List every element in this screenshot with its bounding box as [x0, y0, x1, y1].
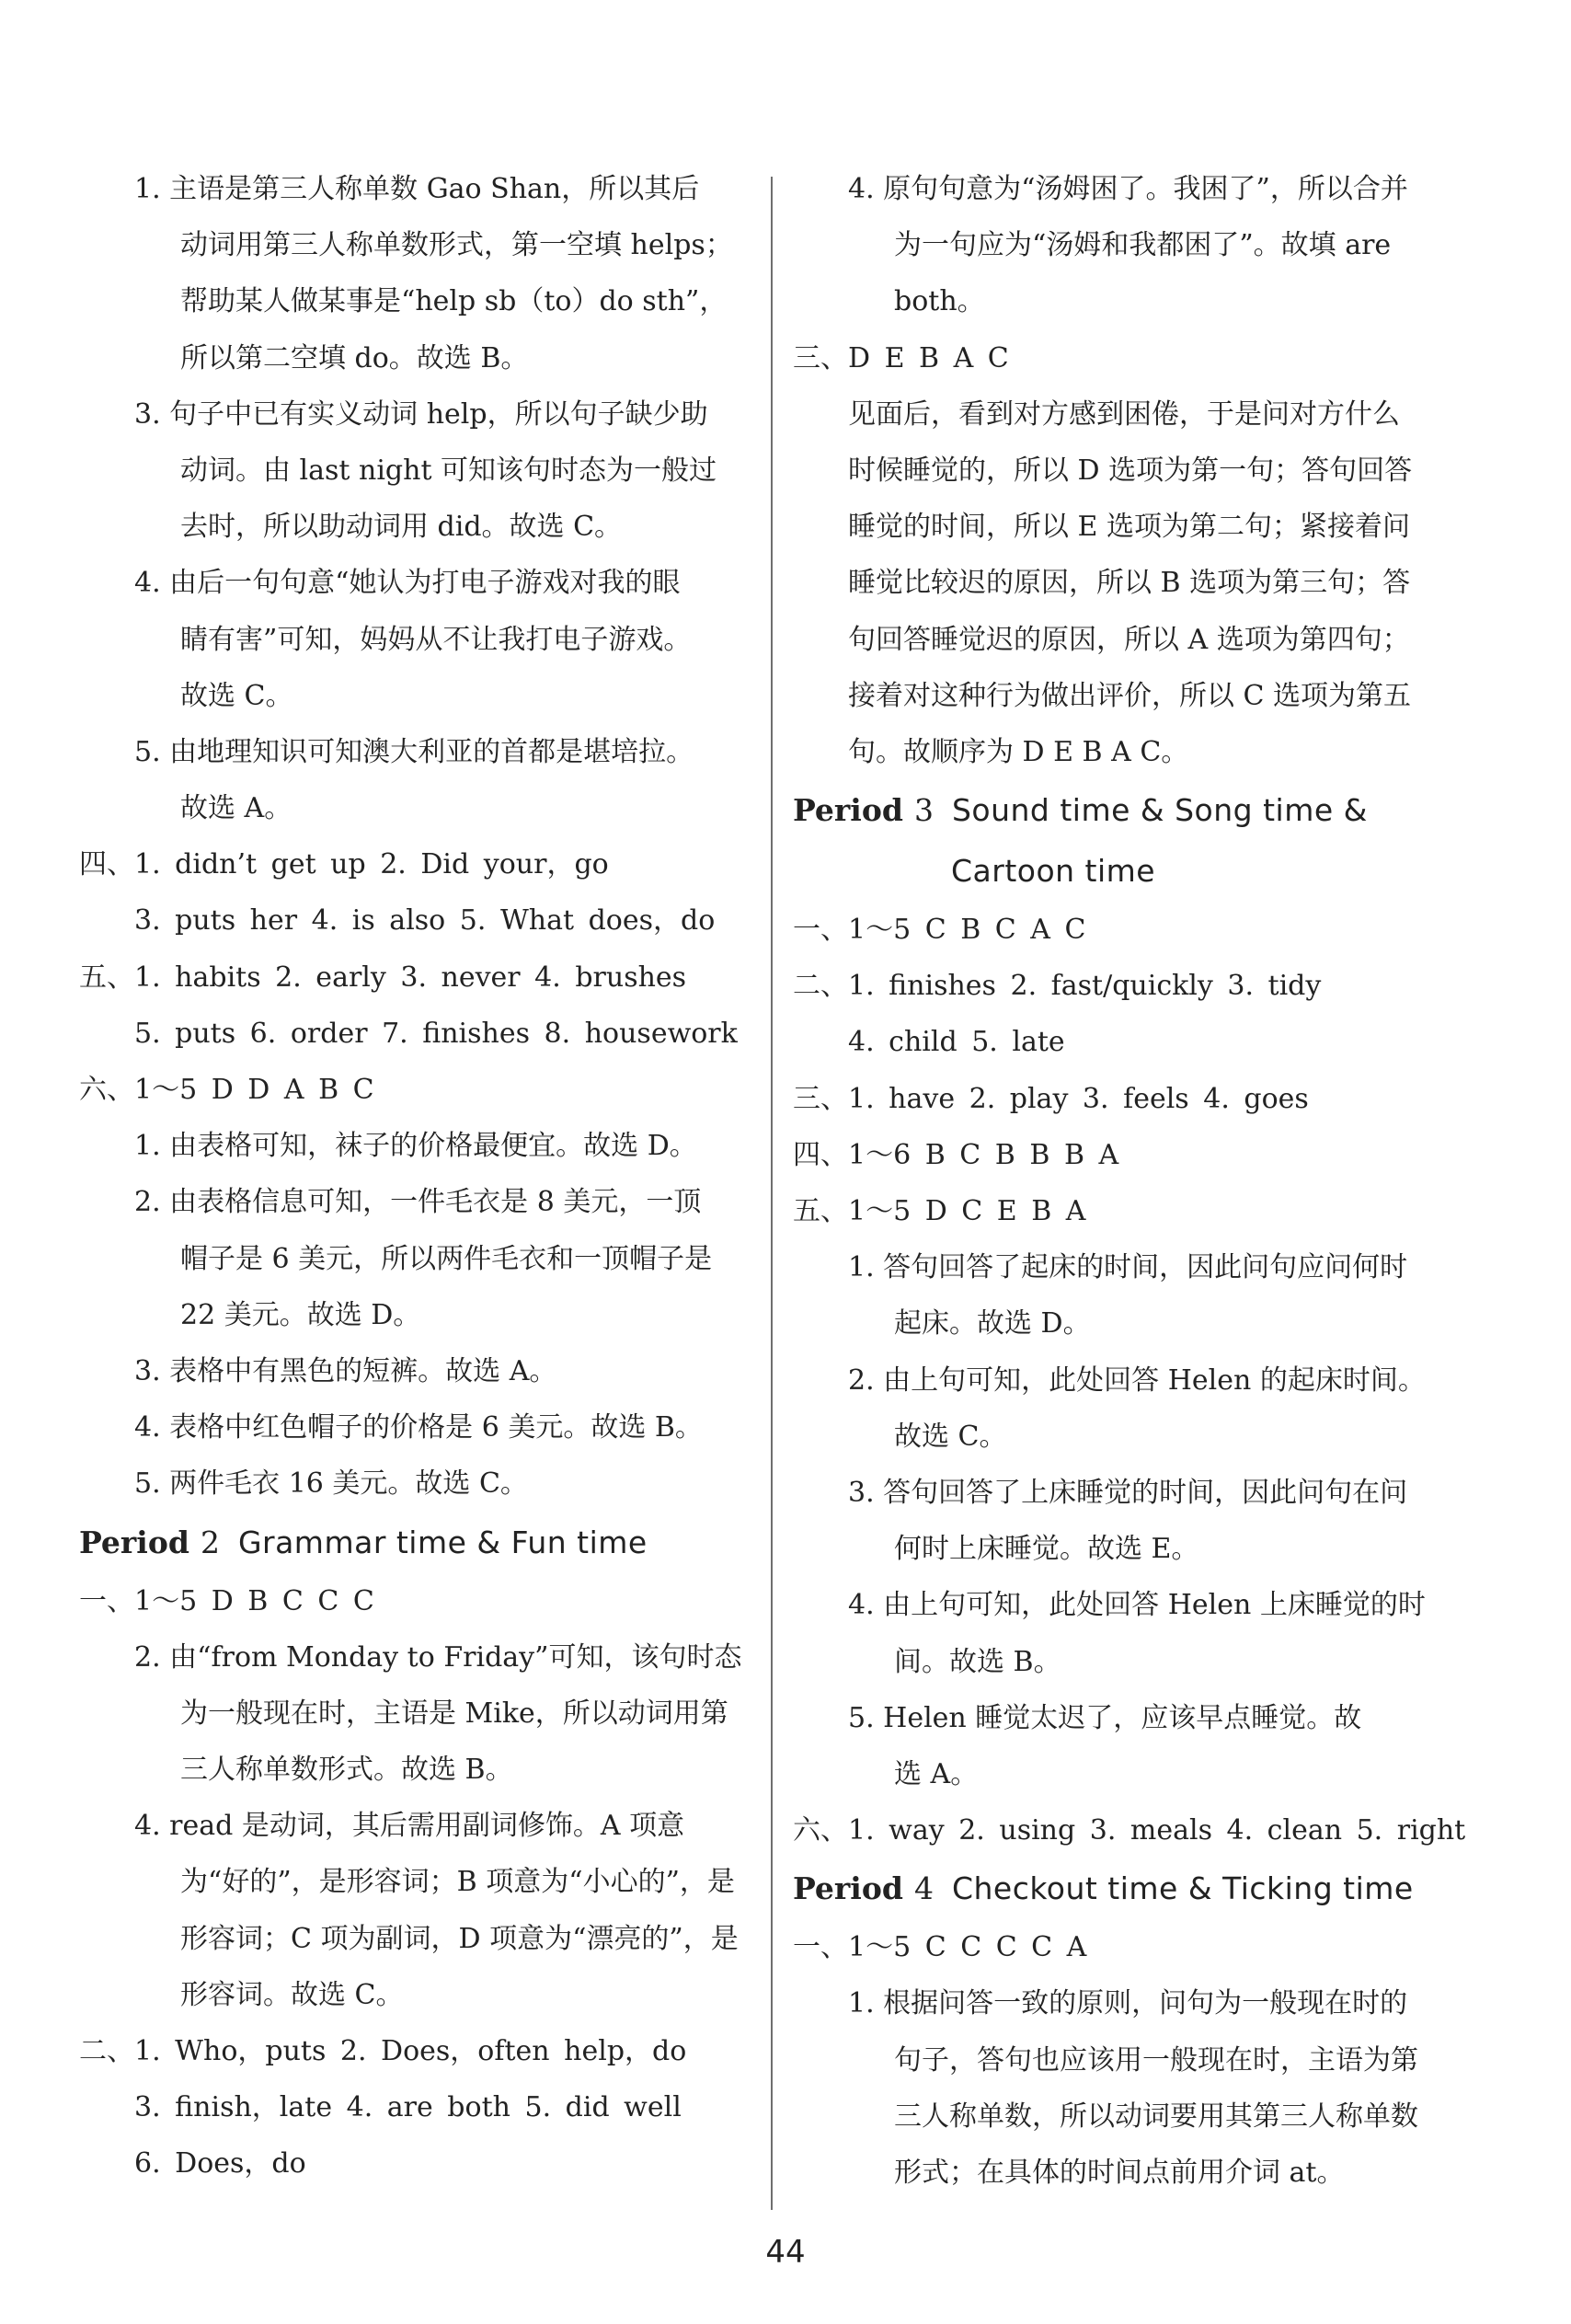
explanation-line: 1. 答句回答了起床的时间，因此问句应问何时: [848, 1251, 1408, 1284]
explanation-line: 去时，所以助动词用 did。故选 C。: [180, 511, 623, 544]
explanation-line: 4. read 是动词，其后需用副词修饰。A 项意: [134, 1810, 685, 1843]
explanation-line: 句回答睡觉迟的原因，所以 A 选项为第四句；: [848, 623, 1410, 656]
explanation-line: 为一般现在时，主语是 Mike，所以动词用第: [180, 1697, 728, 1730]
explanation-line: 睡觉比较迟的原因，所以 B 选项为第三句；答: [848, 567, 1411, 600]
explanation-line: 3. 表格中有黑色的短裤。故选 A。: [134, 1354, 557, 1387]
explanation-line: 1. 由表格可知，袜子的价格最便宜。故选 D。: [134, 1130, 697, 1163]
period-number: 4: [913, 1870, 934, 1907]
explanation-line: 5. Helen 睡觉太迟了，应该早点睡觉。故: [848, 1701, 1362, 1734]
explanation-line: 2. 由“from Monday to Friday”可知，该句时态: [134, 1640, 742, 1674]
period-heading: [793, 1858, 1510, 1919]
explanation-line: 2. 由上句可知，此处回答 Helen 的起床时间。: [848, 1363, 1426, 1397]
explanation-line: 形容词。故选 C。: [180, 1978, 404, 2011]
explanation-line: 22 美元。故选 D。: [180, 1298, 421, 1331]
explanation-line: 4. 表格中红色帽子的价格是 6 美元。故选 B。: [134, 1411, 703, 1444]
answer-line: 四、1～6 B C B B B A: [793, 1138, 1119, 1171]
explanation-line: 动词。由 last night 可知该句时态为一般过: [180, 454, 717, 487]
answer-line: 6. Does，do: [134, 2147, 306, 2180]
answer-line: 4. child 5. late: [848, 1026, 1065, 1059]
period-word: Period: [793, 792, 903, 829]
explanation-line: 为“好的”，是形容词；B 项意为“小心的”，是: [180, 1866, 735, 1899]
explanation-line: 选 A。: [894, 1757, 979, 1790]
explanation-line: 动词用第三人称单数形式，第一空填 helps；: [180, 229, 733, 262]
page-number: 44: [765, 2234, 806, 2271]
answer-line: 一、1～5 D B C C C: [79, 1584, 374, 1617]
period-word: Period: [793, 1870, 903, 1907]
answer-line: 三、1. have 2. play 3. feels 4. goes: [793, 1082, 1309, 1115]
answer-line: 五、1. habits 2. early 3. never 4. brushes: [79, 961, 687, 994]
explanation-line: 睡觉的时间，所以 E 选项为第二句；紧接着问: [848, 511, 1410, 544]
explanation-line: 接着对这种行为做出评价，所以 C 选项为第五: [848, 679, 1412, 712]
explanation-line: 5. 两件毛衣 16 美元。故选 C。: [134, 1467, 528, 1501]
explanation-line: 见面后，看到对方感到困倦，于是问对方什么: [848, 397, 1400, 431]
explanation-line: 形容词；C 项为副词，D 项意为“漂亮的”，是: [180, 1922, 739, 1955]
explanation-line: 4. 原句句意为“汤姆困了。我困了”，所以合并: [848, 173, 1408, 205]
period-word: Period: [79, 1524, 189, 1560]
answer-line: 五、1～5 D C E B A: [793, 1195, 1086, 1227]
explanation-line: 句子，答句也应该用一般现在时，主语为第: [894, 2043, 1418, 2077]
period-number: 3: [913, 792, 934, 829]
explanation-line: 三人称单数，所以动词要用其第三人称单数: [894, 2100, 1418, 2133]
answer-line: 5. puts 6. order 7. finishes 8. housework: [134, 1017, 738, 1050]
explanation-line: 形式；在具体的时间点前用介词 at。: [894, 2157, 1345, 2189]
answer-line: 二、1. Who，puts 2. Does，often help，do: [79, 2035, 687, 2067]
period-title: Checkout time & Ticking time: [951, 1870, 1414, 1907]
column-divider: [771, 177, 773, 2210]
explanation-line: 故选 A。: [180, 792, 292, 825]
explanation-line: 时候睡觉的，所以 D 选项为第一句；答句回答: [848, 454, 1413, 487]
answer-line: 二、1. finishes 2. fast/quickly 3. tidy: [793, 970, 1322, 1003]
explanation-line: 所以第二空填 do。故选 B。: [180, 341, 529, 374]
explanation-line: 故选 C。: [180, 679, 293, 712]
period-title: Grammar time & Fun time: [237, 1524, 648, 1560]
explanation-line: 为一句应为“汤姆和我都困了”。故填 are: [894, 229, 1392, 262]
explanation-line: 起床。故选 D。: [894, 1307, 1091, 1340]
explanation-line: 1. 主语是第三人称单数 Gao Shan，所以其后: [134, 173, 700, 205]
answer-line: 3. puts her 4. is also 5. What does，do: [134, 904, 716, 938]
explanation-line: 间。故选 B。: [894, 1645, 1061, 1678]
explanation-line: 3. 答句回答了上床睡觉的时间，因此问句在问: [848, 1476, 1408, 1509]
left-column: [79, 161, 797, 2192]
period-title: Cartoon time: [951, 853, 1156, 890]
explanation-line: 帽子是 6 美元，所以两件毛衣和一顶帽子是: [180, 1242, 713, 1275]
answer-line: 一、1～5 C C C C A: [793, 1931, 1087, 1964]
answer-line: 一、1～5 C B C A C: [793, 914, 1086, 947]
answer-line: 六、1～5 D D A B C: [79, 1074, 374, 1106]
explanation-line: 2. 由表格信息可知，一件毛衣是 8 美元，一顶: [134, 1186, 702, 1219]
explanation-line: 1. 根据问答一致的原则，问句为一般现在时的: [848, 1987, 1408, 2020]
right-column: [793, 161, 1510, 2201]
answer-line: 3. finish，late 4. are both 5. did well: [134, 2091, 682, 2124]
period-heading: [793, 780, 1510, 841]
explanation-line: 4. 由上句可知，此处回答 Helen 上床睡觉的时: [848, 1589, 1426, 1622]
explanation-line: 帮助某人做某事是“help sb（to）do sth”，: [180, 285, 728, 318]
period-title: Sound time & Song time &: [951, 792, 1368, 829]
explanation-line: 何时上床睡觉。故选 E。: [894, 1533, 1199, 1566]
explanation-line: 4. 由后一句句意“她认为打电子游戏对我的眼: [134, 567, 681, 600]
explanation-line: 故选 C。: [894, 1420, 1007, 1453]
answer-line: 四、1. didn’t get up 2. Did your，go: [79, 848, 609, 881]
answer-line: 六、1. way 2. using 3. meals 4. clean 5. right: [793, 1814, 1466, 1847]
explanation-line: 3. 句子中已有实义动词 help，所以句子缺少助: [134, 397, 708, 431]
period-heading-continued: [793, 841, 1510, 902]
explanation-line: 5. 由地理知识可知澳大利亚的首都是堪培拉。: [134, 735, 694, 768]
period-heading: [79, 1513, 797, 1573]
explanation-line: 睛有害”可知，妈妈从不让我打电子游戏。: [180, 623, 692, 656]
explanation-line: both。: [894, 285, 985, 318]
explanation-line: 句。故顺序为 D E B A C。: [848, 735, 1189, 768]
answer-line: 三、D E B A C: [793, 341, 1009, 374]
period-number: 2: [200, 1524, 220, 1560]
explanation-line: 三人称单数形式。故选 B。: [180, 1754, 513, 1787]
